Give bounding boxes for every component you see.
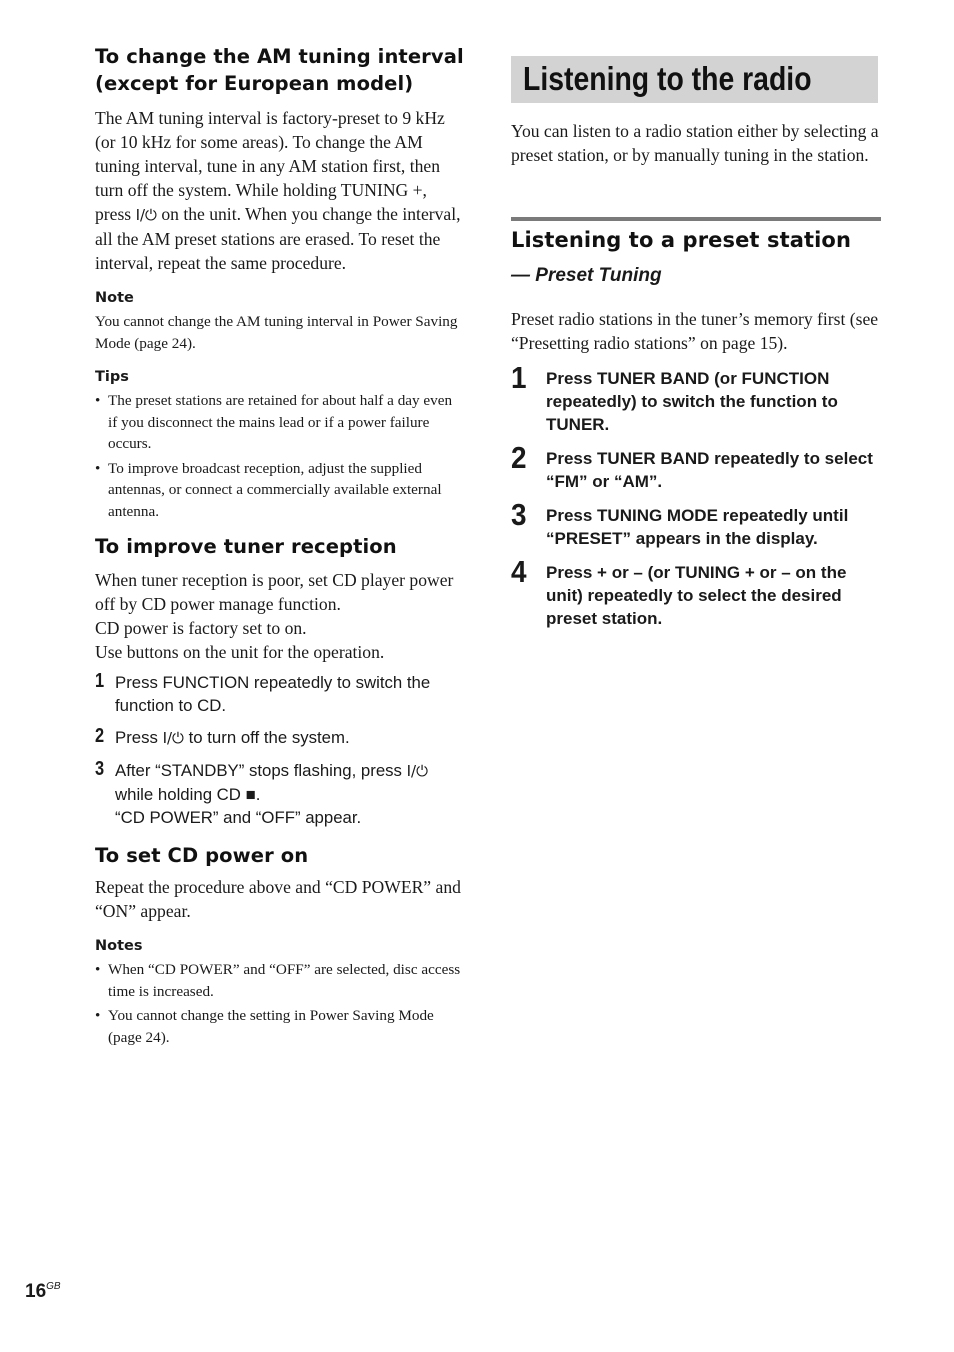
preset-subheading: — Preset Tuning	[511, 265, 662, 286]
left-column	[95, 0, 465, 1048]
improve-line: Use buttons on the unit for the operation.	[95, 642, 385, 662]
notes-heading: Notes	[95, 938, 143, 954]
note-text: You cannot change the AM tuning interval in Power Saving Mode (page 24).	[95, 313, 458, 352]
step-text: Press TUNING MODE repeatedly until “PRESET” appears in the display.	[546, 506, 849, 548]
cd-step-2	[95, 726, 465, 750]
section-title-bar	[511, 56, 878, 103]
am-interval-body	[95, 106, 465, 275]
improve-reception-body	[95, 568, 465, 664]
step-text: to turn off the system.	[188, 728, 350, 747]
step-text: Press TUNER BAND (or FUNCTION repeatedly) to switch the function to TUNER.	[546, 369, 838, 434]
preset-section	[511, 226, 881, 630]
step-text: while holding CD ■.	[115, 785, 261, 804]
cd-power-on-heading: To set CD power on	[95, 844, 309, 867]
page-number-suffix: GB	[46, 1281, 61, 1292]
tip-item: • To improve broadcast reception, adjust the supplied antennas, or connect a commercially available external antenna.	[95, 458, 465, 523]
improve-line: CD power is factory set to on.	[95, 618, 307, 638]
step-text: Press TUNER BAND repeatedly to select “FM” or “AM”.	[546, 449, 873, 491]
am-body-part2: on the unit. When you change the interval, all the AM preset stations are erased. To reset the interval, repeat the same procedure.	[95, 204, 461, 273]
note-heading: Note	[95, 290, 134, 306]
page-title: Listening to the radio	[523, 60, 812, 97]
right-column	[511, 119, 881, 167]
step-number: 1	[95, 670, 105, 692]
am-body-part1: The AM tuning interval is factory-preset to 9 kHz (or 10 kHz for some areas). To change the AM tuning interval, tune in any AM station first, then turn off the system. While holding TUNING +, press	[95, 108, 445, 224]
step-number: 3	[95, 758, 105, 780]
page-number-value: 16	[25, 1281, 47, 1302]
am-interval-heading: To change the AM tuning interval (except for European model)	[95, 45, 464, 95]
step-text: Press	[115, 728, 158, 747]
page-number	[25, 1281, 61, 1303]
tip-item: • The preset stations are retained for about half a day even if you disconnect the mains lead or if a power failure occurs.	[95, 390, 465, 455]
power-icon: I/⏻	[162, 729, 184, 747]
step-number: 4	[511, 554, 527, 589]
step-text: Press FUNCTION repeatedly to switch the function to CD.	[115, 673, 431, 715]
section-divider	[511, 217, 881, 221]
improve-reception-heading: To improve tuner reception	[95, 535, 397, 558]
preset-step-2	[511, 440, 881, 493]
step-text: After “STANDBY” stops flashing, press	[115, 761, 402, 780]
step-number: 2	[511, 440, 527, 475]
tips-heading: Tips	[95, 369, 129, 385]
radio-intro: You can listen to a radio station either by selecting a preset station, or by manually tuning in the station.	[511, 121, 879, 165]
step-number: 3	[511, 497, 527, 532]
cd-step-1	[95, 671, 465, 717]
step-text: Press + or – (or TUNING + or – on the unit) repeatedly to select the desired preset station.	[546, 563, 847, 628]
preset-heading: Listening to a preset station	[511, 228, 852, 252]
step-number: 1	[511, 360, 527, 395]
note-item: • You cannot change the setting in Power Saving Mode (page 24).	[95, 1005, 465, 1048]
cd-power-on-body: Repeat the procedure above and “CD POWER” and “ON” appear.	[95, 877, 461, 921]
step-result: “CD POWER” and “OFF” appear.	[115, 808, 362, 827]
improve-line: When tuner reception is poor, set CD player power off by CD power manage function.	[95, 570, 454, 614]
preset-step-4	[511, 554, 881, 630]
power-icon: I/⏻	[406, 762, 428, 780]
preset-intro: Preset radio stations in the tuner’s memory first (see “Presetting radio stations” on page 15).	[511, 309, 879, 353]
preset-step-3	[511, 497, 881, 550]
power-icon: I/⏻	[135, 206, 157, 224]
step-number: 2	[95, 725, 105, 747]
note-item: • When “CD POWER” and “OFF” are selected, disc access time is increased.	[95, 959, 465, 1002]
preset-step-1	[511, 360, 881, 436]
cd-step-3	[95, 759, 465, 829]
